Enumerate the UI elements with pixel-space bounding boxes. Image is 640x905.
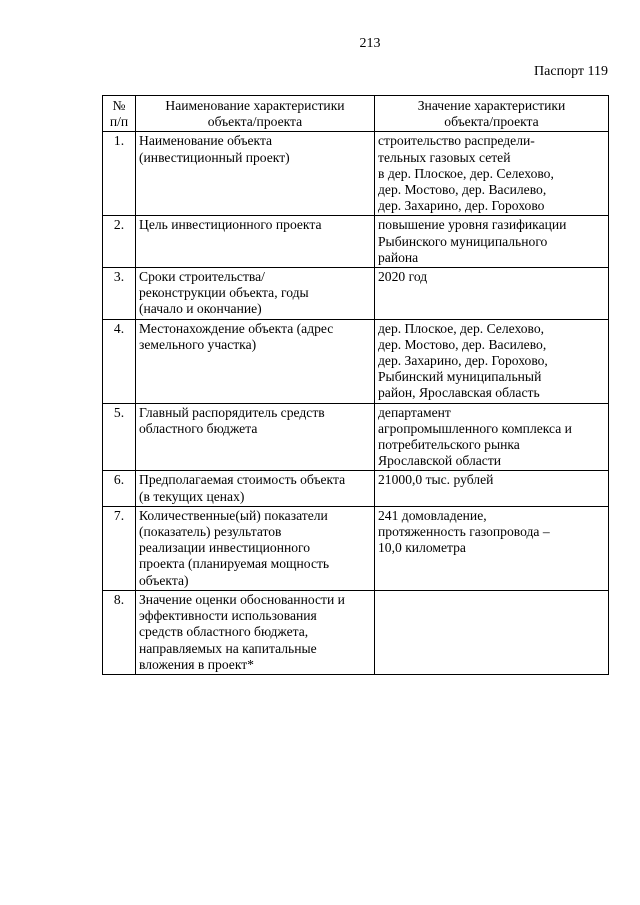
row-name-line: вложения в проект* [139, 656, 254, 672]
passport-table [102, 95, 609, 675]
header-name-line: объекта/проекта [207, 114, 303, 130]
header-value [375, 96, 609, 132]
row-name-line: объекта) [139, 572, 189, 588]
row-value-line: район, Ярославская область [378, 385, 540, 401]
row-value-line: Рыбинского муниципального [378, 233, 548, 249]
table-header-row [103, 96, 609, 132]
row-name-line: Главный распорядитель средств [139, 404, 325, 420]
row-name [136, 506, 375, 590]
row-name-line: Предполагаемая стоимость объекта [139, 472, 346, 488]
page-number: 213 [359, 36, 381, 51]
row-value-line: департамент [378, 404, 451, 420]
row-number: 7. [103, 506, 136, 590]
header-value-line: объекта/проекта [444, 114, 539, 130]
row-number: 8. [103, 590, 136, 674]
row-name-line: направляемых на капитальные [139, 640, 317, 656]
table-row [103, 268, 609, 320]
row-value [375, 590, 609, 674]
row-name-line: (в текущих ценах) [139, 488, 245, 504]
row-name-line: (показатель) результатов [139, 524, 282, 540]
row-name-line: Сроки строительства/ [139, 269, 265, 285]
row-value-line: 10,0 километра [378, 540, 466, 556]
table-row [103, 403, 609, 471]
header-num-line: п/п [109, 114, 129, 130]
header-value-line: Значение характеристики [417, 98, 566, 113]
row-name [136, 590, 375, 674]
row-name [136, 403, 375, 471]
row-name-line: (начало и окончание) [139, 301, 262, 317]
row-number: 6. [103, 471, 136, 506]
row-value-line: дер. Захарино, дер. Горохово, [378, 353, 548, 369]
row-name-line: Цель инвестиционного проекта [139, 217, 322, 233]
row-value-line: Рыбинский муниципальный [378, 369, 542, 385]
row-name-line: (инвестиционный проект) [139, 149, 290, 165]
row-value [375, 403, 609, 471]
row-value [375, 268, 609, 320]
row-name-line: средств областного бюджета, [139, 624, 309, 640]
row-number: 2. [103, 216, 136, 268]
row-name-line: эффективности использования [139, 608, 317, 624]
row-number: 4. [103, 319, 136, 403]
row-name-line: Значение оценки обоснованности и [139, 591, 345, 607]
row-name-line: реконструкции объекта, годы [139, 285, 309, 301]
row-number: 5. [103, 403, 136, 471]
row-name [136, 268, 375, 320]
row-value-line: района [378, 249, 419, 265]
row-value-line: Ярославской области [378, 453, 502, 469]
row-value-line: 241 домовладение, [378, 507, 487, 523]
table-row [103, 590, 609, 674]
row-name-line: реализации инвестиционного [139, 540, 311, 556]
row-value [375, 506, 609, 590]
row-value-line: протяженность газопровода – [378, 524, 550, 540]
row-name [136, 216, 375, 268]
table-row [103, 506, 609, 590]
header-num [103, 96, 136, 132]
row-value-line: потребительского рынка [378, 437, 520, 453]
row-value-line: тельных газовых сетей [378, 149, 511, 165]
row-number: 3. [103, 268, 136, 320]
row-name-line: Наименование объекта [139, 133, 273, 149]
row-name-line: проекта (планируемая мощность [139, 556, 330, 572]
row-name-line: земельного участка) [139, 336, 257, 352]
row-value-line: дер. Мостово, дер. Василево, [378, 336, 547, 352]
table-row [103, 319, 609, 403]
row-value-line: агропромышленного комплекса и [378, 420, 572, 436]
header-name-line: Наименование характеристики [165, 98, 345, 113]
row-name [136, 319, 375, 403]
row-value-line: 21000,0 тыс. рублей [378, 472, 494, 488]
row-name [136, 132, 375, 216]
row-name-line: областного бюджета [139, 420, 258, 436]
table-row [103, 216, 609, 268]
row-value-line: дер. Захарино, дер. Горохово [378, 198, 545, 214]
row-value [375, 471, 609, 506]
row-name-line: Количественные(ый) показатели [139, 507, 328, 523]
table-row [103, 132, 609, 216]
row-value [375, 132, 609, 216]
row-name [136, 471, 375, 506]
table-row [103, 471, 609, 506]
row-value-line: в дер. Плоское, дер. Селехово, [378, 165, 554, 181]
row-value-line: дер. Мостово, дер. Василево, [378, 182, 547, 198]
row-value-line: повышение уровня газификации [378, 217, 567, 233]
row-value-line: дер. Плоское, дер. Селехово, [378, 320, 545, 336]
header-name [136, 96, 375, 132]
row-number: 1. [103, 132, 136, 216]
row-value-line: строительство распредели- [378, 133, 535, 149]
row-value [375, 319, 609, 403]
row-value [375, 216, 609, 268]
row-name-line: Местонахождение объекта (адрес [139, 320, 334, 336]
passport-label: Паспорт 119 [534, 64, 608, 79]
header-num-line: № [112, 98, 126, 113]
row-value-line: 2020 год [378, 269, 428, 285]
